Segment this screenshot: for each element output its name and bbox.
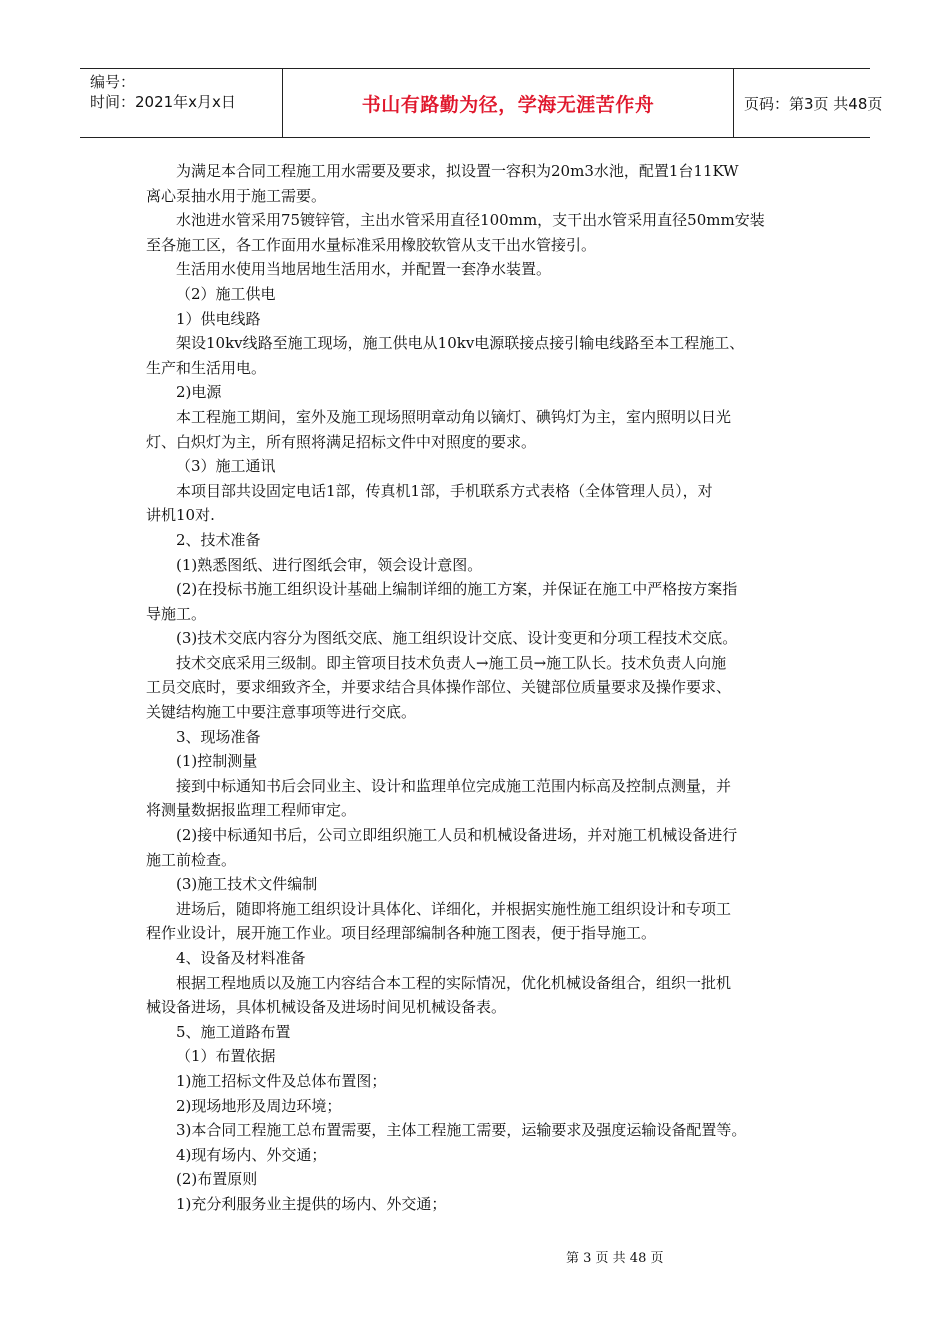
body-line: 根据工程地质以及施工内容结合本工程的实际情况，优化机械设备组合，组织一批机 (176, 973, 732, 992)
body-line: 关键结构施工中要注意事项等进行交底。 (146, 703, 417, 722)
document-number-label: 编号： (90, 73, 136, 91)
body-line: 生产和生活用电。 (146, 358, 267, 377)
body-line: (3)技术交底内容分为图纸交底、施工组织设计交底、设计变更和分项工程技术交底。 (176, 629, 738, 648)
document-body (146, 159, 816, 1217)
body-line: （1）布置依据 (176, 1047, 276, 1066)
body-line: 架设10kv线路至施工现场，施工供电从10kv电源联接点接引输电线路至本工程施工、 (176, 334, 745, 353)
body-line: （2）施工供电 (176, 284, 276, 303)
body-line: 工员交底时，要求细致齐全，并要求结合具体操作部位、关键部位质量要求及操作要求、 (146, 678, 732, 697)
body-line: 3)本合同工程施工总布置需要，主体工程施工需要，运输要求及强度运输设备配置等。 (176, 1121, 747, 1140)
body-line: 1）供电线路 (176, 309, 261, 328)
body-line: (2)在投标书施工组织设计基础上编制详细的施工方案，并保证在施工中严格按方案指 (176, 580, 738, 599)
body-line: 进场后，随即将施工组织设计具体化、详细化，并根据实施性施工组织设计和专项工 (176, 899, 732, 918)
header-page-cell (734, 69, 883, 137)
body-line: 5、施工道路布置 (176, 1022, 291, 1041)
body-line: 技术交底采用三级制。即主管项目技术负责人→施工员→施工队长。技术负责人向施 (176, 653, 727, 672)
header-motto: 书山有路勤为径，学海无涯苦作舟 (361, 93, 655, 116)
body-line: 生活用水使用当地居地生活用水，并配置一套净水装置。 (176, 260, 552, 279)
header-motto-cell (283, 69, 734, 137)
document-header (80, 68, 883, 138)
body-line: 接到中标通知书后会同业主、设计和监理单位完成施工范围内标高及控制点测量，并 (176, 776, 732, 795)
body-line: 为满足本合同工程施工用水需要及要求，拟设置一容积为20m3水池，配置1台11KW (176, 162, 739, 180)
body-line: （3）施工通讯 (176, 457, 276, 476)
body-line: 灯、白炽灯为主，所有照将满足招标文件中对照度的要求。 (146, 432, 537, 451)
body-line: (3)施工技术文件编制 (176, 875, 318, 894)
footer-page-number: 第 3 页 共 48 页 (566, 1251, 664, 1266)
header-meta-cell (80, 69, 283, 137)
body-line: 2)电源 (176, 383, 222, 402)
body-line: 离心泵抽水用于施工需要。 (146, 186, 327, 205)
body-line: 至各施工区，各工作面用水量标准采用橡胶软管从支干出水管接引。 (146, 235, 597, 254)
body-line: 4、设备及材料准备 (176, 949, 306, 967)
body-line: 4)现有场内、外交通； (176, 1145, 327, 1164)
body-line: 本工程施工期间，室外及施工现场照明章动角以镝灯、碘钨灯为主，室内照明以日光 (176, 407, 732, 426)
body-line: 2、技术准备 (176, 530, 261, 549)
body-line: 1)充分利服务业主提供的场内、外交通； (176, 1194, 447, 1213)
body-line: 施工前检查。 (146, 850, 237, 869)
body-line: 1)施工招标文件及总体布置图； (176, 1071, 387, 1090)
body-line: 械设备进场，具体机械设备及进场时间见机械设备表。 (146, 998, 507, 1017)
body-line: (2)接中标通知书后，公司立即组织施工人员和机械设备进场，并对施工机械设备进行 (176, 826, 738, 845)
body-line: (1)熟悉图纸、进行图纸会审，领会设计意图。 (176, 555, 483, 574)
body-line: 导施工。 (146, 604, 207, 623)
body-line: (1)控制测量 (176, 752, 258, 771)
body-line: 2)现场地形及周边环境； (176, 1096, 342, 1115)
body-line: 水池进水管采用75镀锌管，主出水管采用直径100mm，支干出水管采用直径50mm安装 (176, 211, 765, 230)
document-date-label: 时间：2021年x月x日 (90, 93, 236, 111)
body-line: 3、现场准备 (176, 727, 261, 746)
body-line: 本项目部共设固定电话1部，传真机1部，手机联系方式表格（全体管理人员），对 (176, 481, 713, 500)
body-line: (2)布置原则 (176, 1170, 258, 1189)
body-line: 将测量数据报监理工程师审定。 (146, 801, 357, 820)
header-page-info: 页码：第3页 共48页 (744, 94, 883, 113)
body-line: 讲机10对. (146, 506, 215, 525)
body-line: 程作业设计，展开施工作业。项目经理部编制各种施工图表，便于指导施工。 (146, 924, 657, 943)
